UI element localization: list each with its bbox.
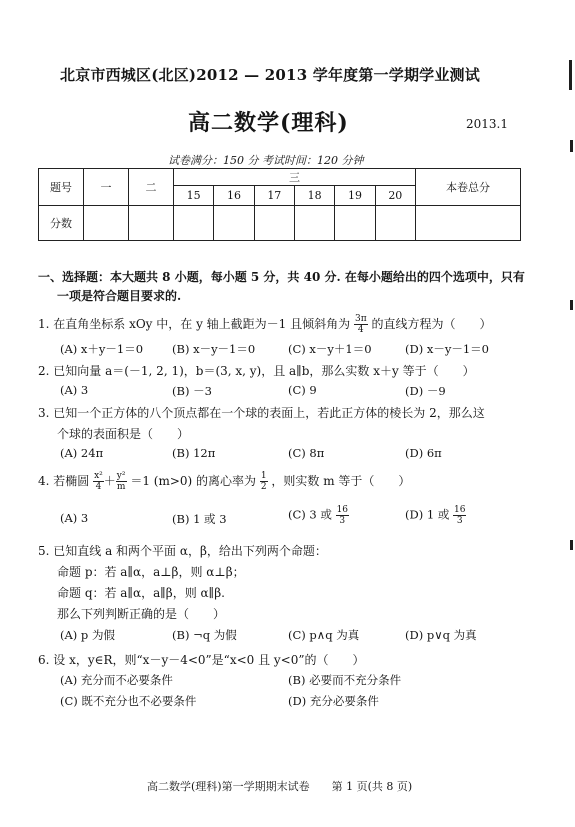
score-sub-col: 15 [174, 186, 214, 206]
score-cell[interactable] [84, 206, 129, 241]
q4-option-b[interactable]: (B) 1 或 3 [172, 512, 227, 526]
q5-ask: 那么下列判断正确的是（ ） [57, 607, 226, 621]
q5-proposition-q: 命题 q：若 a∥α，a∥β，则 α∥β. [57, 586, 225, 600]
q6-option-a[interactable]: (A) 充分而不必要条件 [60, 673, 173, 687]
q1-option-d[interactable]: (D) x－y－1＝0 [405, 342, 489, 356]
page-footer: 高二数学(理科)第一学期期末试卷 第 1 页(共 8 页) [147, 780, 413, 793]
score-cell[interactable] [254, 206, 294, 241]
q4-text-b: ＝1 (m>0) 的离心率为 [130, 474, 257, 488]
q5-option-b[interactable]: (B) ¬q 为假 [172, 628, 237, 642]
q5-proposition-p: 命题 p：若 a∥α，a⊥β，则 α⊥β； [57, 565, 245, 579]
q4-plus: ＋ [103, 474, 116, 488]
q1-text-b: 的直线方程为（ ） [371, 317, 492, 331]
q4-c-num: 16 [336, 505, 349, 515]
question-2-stem: 2. 已知向量 a＝(－1, 2, 1)，b＝(3, x, y)，且 a∥b，那么实数 x＋y 等于（ ） [38, 364, 475, 378]
score-cell[interactable] [129, 206, 174, 241]
q4-text-c: ，则实数 m 等于（ ） [271, 474, 411, 488]
score-sub-col: 17 [254, 186, 294, 206]
score-sub-col: 18 [294, 186, 334, 206]
score-label-fenshu: 分数 [39, 206, 84, 241]
q2-option-b[interactable]: (B) －3 [172, 384, 212, 398]
scan-edge-mark [570, 300, 573, 310]
scan-edge-mark [569, 60, 572, 90]
q4-d-num: 16 [453, 505, 466, 515]
q1-option-c[interactable]: (C) x－y＋1＝0 [288, 342, 372, 356]
score-cell[interactable] [294, 206, 334, 241]
score-col-er: 二 [129, 169, 174, 206]
exam-meta: 试卷满分：150 分 考试时间：120 分钟 [168, 154, 364, 167]
scan-edge-mark [570, 540, 573, 550]
q4-option-a[interactable]: (A) 3 [60, 511, 89, 525]
q2-option-c[interactable]: (C) 9 [288, 383, 317, 397]
exam-date: 2013.1 [466, 117, 508, 131]
score-label-tihao: 题号 [39, 169, 84, 206]
q4-f2-num: y² [116, 471, 126, 481]
question-1-stem [38, 314, 491, 335]
q5-option-d[interactable]: (D) p∨q 为真 [405, 628, 477, 642]
question-6-stem: 6. 设 x，y∈R，则“x－y－4<0”是“x<0 且 y<0”的（ ） [38, 653, 365, 667]
q4-text-a: 4. 若椭圆 [38, 474, 90, 488]
q6-option-c[interactable]: (C) 既不充分也不必要条件 [60, 694, 197, 708]
score-table [38, 168, 521, 241]
q4-option-c[interactable] [288, 505, 349, 526]
q5-option-a[interactable]: (A) p 为假 [60, 628, 115, 642]
exam-title: 北京市西城区(北区)2012 — 2013 学年度第一学期学业测试 [60, 66, 480, 84]
q4-fraction-x [93, 471, 104, 492]
q3-option-c[interactable]: (C) 8π [288, 446, 325, 460]
q4-c-fraction [336, 505, 349, 526]
q4-c-text: (C) 3 或 [288, 507, 332, 522]
q4-fraction-e [260, 471, 268, 492]
q2-option-d[interactable]: (D) －9 [405, 384, 446, 398]
q4-c-den: 3 [339, 516, 346, 526]
score-col-yi: 一 [84, 169, 129, 206]
q4-f3-num: 1 [260, 471, 267, 481]
q1-option-a[interactable]: (A) x＋y－1＝0 [60, 342, 144, 356]
q5-option-c[interactable]: (C) p∧q 为真 [288, 628, 360, 642]
score-cell[interactable] [174, 206, 214, 241]
section-heading: 一、选择题：本大题共 8 小题，每小题 5 分，共 40 分. 在每小题给出的四个选项中，只有 [38, 270, 525, 284]
score-cell[interactable] [214, 206, 254, 241]
q6-option-d[interactable]: (D) 充分必要条件 [288, 694, 379, 708]
question-5-stem: 5. 已知直线 a 和两个平面 α，β，给出下列两个命题： [38, 544, 327, 558]
q1-frac-num: 3π [354, 314, 367, 324]
q4-d-text: (D) 1 或 [405, 507, 450, 522]
score-cell[interactable] [416, 206, 521, 241]
score-sub-col: 19 [335, 186, 375, 206]
score-cell[interactable] [375, 206, 415, 241]
q6-option-b[interactable]: (B) 必要而不充分条件 [288, 673, 402, 687]
q1-text-a: 1. 在直角坐标系 xOy 中，在 y 轴上截距为－1 且倾斜角为 [38, 317, 351, 331]
q4-f2-den: m [116, 482, 126, 492]
q3-option-a[interactable]: (A) 24π [60, 446, 104, 460]
subject-title: 高二数学(理科) [188, 110, 349, 136]
score-label-total: 本卷总分 [416, 169, 521, 206]
question-3-stem: 3. 已知一个正方体的八个顶点都在一个球的表面上，若此正方体的棱长为 2，那么这 [38, 406, 485, 420]
q1-fraction [354, 314, 368, 335]
question-4-stem [38, 471, 410, 492]
q2-option-a[interactable]: (A) 3 [60, 383, 89, 397]
scan-edge-mark [570, 140, 573, 152]
q4-f1-den: 4 [95, 482, 102, 492]
q4-option-d[interactable] [405, 505, 466, 526]
q4-d-den: 3 [456, 516, 463, 526]
score-sub-col: 20 [375, 186, 415, 206]
q4-f1-num: x² [94, 471, 103, 481]
section-heading-cont: 一项是符合题目要求的. [57, 289, 182, 303]
q3-option-b[interactable]: (B) 12π [172, 446, 216, 460]
score-col-san: 三 [174, 169, 416, 186]
score-cell[interactable] [335, 206, 375, 241]
q1-frac-den: 4 [357, 325, 364, 335]
q3-option-d[interactable]: (D) 6π [405, 446, 442, 460]
q4-f3-den: 2 [260, 482, 267, 492]
q1-option-b[interactable]: (B) x－y－1＝0 [172, 342, 256, 356]
score-sub-col: 16 [214, 186, 254, 206]
question-3-stem-cont: 个球的表面积是（ ） [57, 427, 190, 441]
q4-d-fraction [453, 505, 466, 526]
q4-fraction-y [116, 471, 127, 492]
